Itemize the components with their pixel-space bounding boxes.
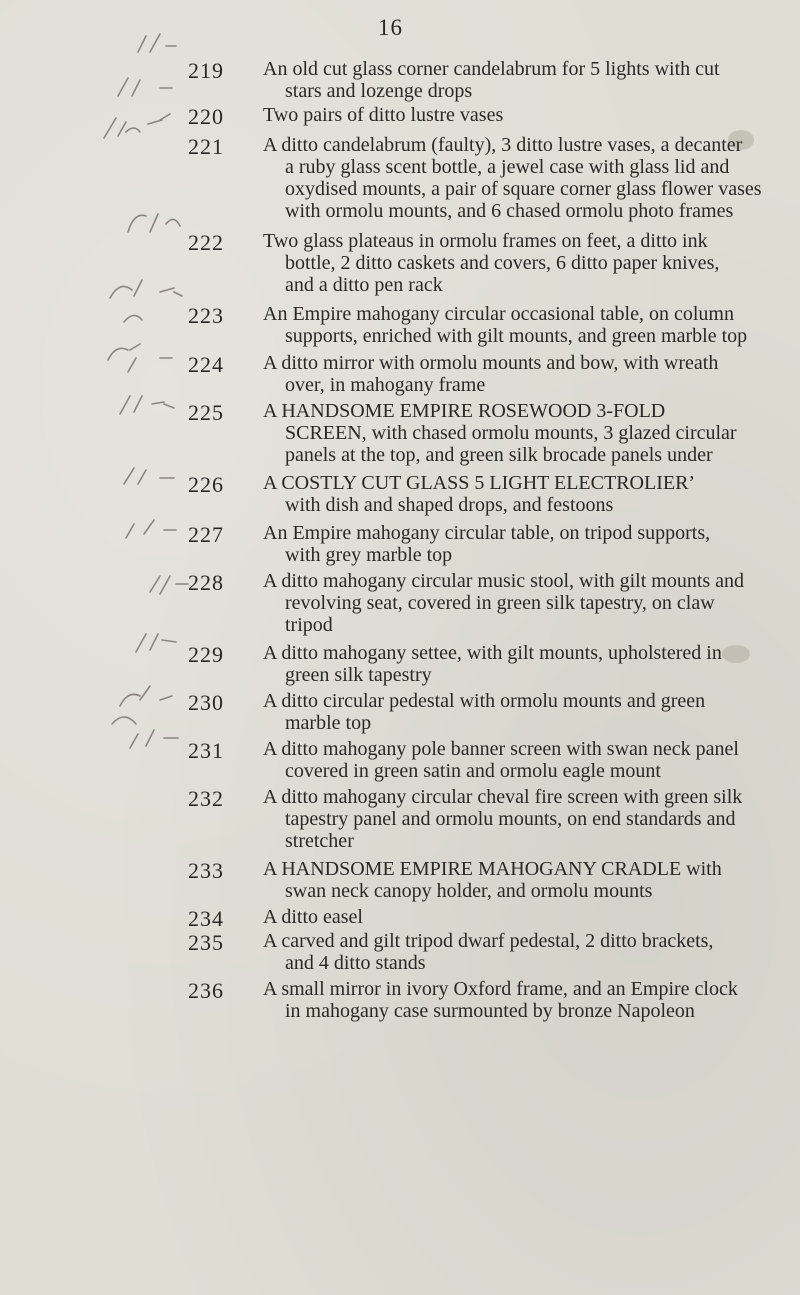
lot-number: 230 [188,690,224,715]
lot-description [263,906,763,928]
lot-number: 224 [188,352,224,377]
lot-line: An Empire mahogany circular table, on tripod supports, [263,522,711,544]
lot-description [263,858,763,902]
lot-description [263,230,763,296]
lot-description [263,570,763,636]
lot-number: 219 [188,58,224,83]
lot-line: Two glass plateaus in ormolu frames on feet, a ditto ink [263,230,708,252]
lot-number: 227 [188,522,224,547]
lot-line: stars and lozenge drops [285,80,473,102]
lot-line: green silk tapestry [285,664,432,686]
lot-line: with dish and shaped drops, and festoons [285,494,614,516]
lot-line: over, in mahogany frame [285,374,486,396]
lot-description [263,978,763,1022]
lot-number: 232 [188,786,224,811]
lot-line: A ditto mirror with ormolu mounts and bow, with wreath [263,352,719,374]
lot-number: 235 [188,930,224,955]
lot-line: A carved and gilt tripod dwarf pedestal, 2 ditto brackets, [263,930,714,952]
lot-line: with ormolu mounts, and 6 chased ormolu photo frames [285,200,734,222]
lot-line: oxydised mounts, a pair of square corner glass flower vases [285,178,762,200]
lot-number: 229 [188,642,224,667]
lot-line: A HANDSOME EMPIRE MAHOGANY CRADLE with [263,858,722,880]
lot-description [263,930,763,974]
lot-line: A COSTLY CUT GLASS 5 LIGHT ELECTROLIER’ [263,472,696,494]
page-number: 16 [378,15,403,40]
lot-line: tripod [285,614,333,636]
lot-line: and 4 ditto stands [285,952,426,974]
lot-number: 234 [188,906,224,931]
lot-line: A ditto candelabrum (faulty), 3 ditto lustre vases, a decanter [263,134,743,156]
lot-number: 221 [188,134,224,159]
lot-description [263,738,763,782]
lot-line: tapestry panel and ormolu mounts, on end standards and [285,808,736,830]
lot-line: bottle, 2 ditto caskets and covers, 6 ditto paper knives, [285,252,720,274]
lot-description [263,690,763,734]
lot-number: 226 [188,472,224,497]
handwritten-margin-marks [0,0,210,820]
lot-line: in mahogany case surmounted by bronze Napoleon [285,1000,695,1022]
lot-line: stretcher [285,830,354,852]
lot-line: A ditto mahogany settee, with gilt mounts, upholstered in [263,642,722,664]
lot-line: An Empire mahogany circular occasional table, on column [263,303,734,325]
lot-line: covered in green satin and ormolu eagle mount [285,760,661,782]
lot-number: 228 [188,570,224,595]
lot-line: SCREEN, with chased ormolu mounts, 3 glazed circular [285,422,737,444]
lot-line: A ditto mahogany circular cheval fire screen with green silk [263,786,743,808]
lot-line: with grey marble top [285,544,453,566]
lot-description [263,58,763,102]
lot-line: A ditto mahogany pole banner screen with swan neck panel [263,738,739,760]
lot-line: swan neck canopy holder, and ormolu mounts [285,880,653,902]
lot-number: 231 [188,738,224,763]
lot-description [263,303,763,347]
lot-number: 222 [188,230,224,255]
lot-description [263,352,763,396]
lot-description [263,134,763,222]
lot-line: A HANDSOME EMPIRE ROSEWOOD 3-FOLD [263,400,666,422]
lot-description [263,522,763,566]
lot-line: marble top [285,712,372,734]
lot-line: supports, enriched with gilt mounts, and green marble top [285,325,748,347]
lot-number: 225 [188,400,224,425]
lot-line: a ruby glass scent bottle, a jewel case with glass lid and [285,156,730,178]
lot-line: panels at the top, and green silk brocade panels under [285,444,713,466]
lot-description [263,786,763,852]
lot-number: 236 [188,978,224,1003]
lot-line: An old cut glass corner candelabrum for 5 lights with cut [263,58,720,80]
lot-line: A small mirror in ivory Oxford frame, and an Empire clock [263,978,738,1000]
lot-line: A ditto easel [263,906,363,928]
lot-line: and a ditto pen rack [285,274,443,296]
lot-description [263,400,763,466]
lot-line: revolving seat, covered in green silk tapestry, on claw [285,592,715,614]
lot-description [263,104,763,126]
lot-line: Two pairs of ditto lustre vases [263,104,504,126]
lot-number: 233 [188,858,224,883]
lot-line: A ditto circular pedestal with ormolu mounts and green [263,690,706,712]
lot-description [263,642,763,686]
lot-description [263,472,763,516]
lot-line: A ditto mahogany circular music stool, with gilt mounts and [263,570,745,592]
lot-number: 223 [188,303,224,328]
lot-number: 220 [188,104,224,129]
